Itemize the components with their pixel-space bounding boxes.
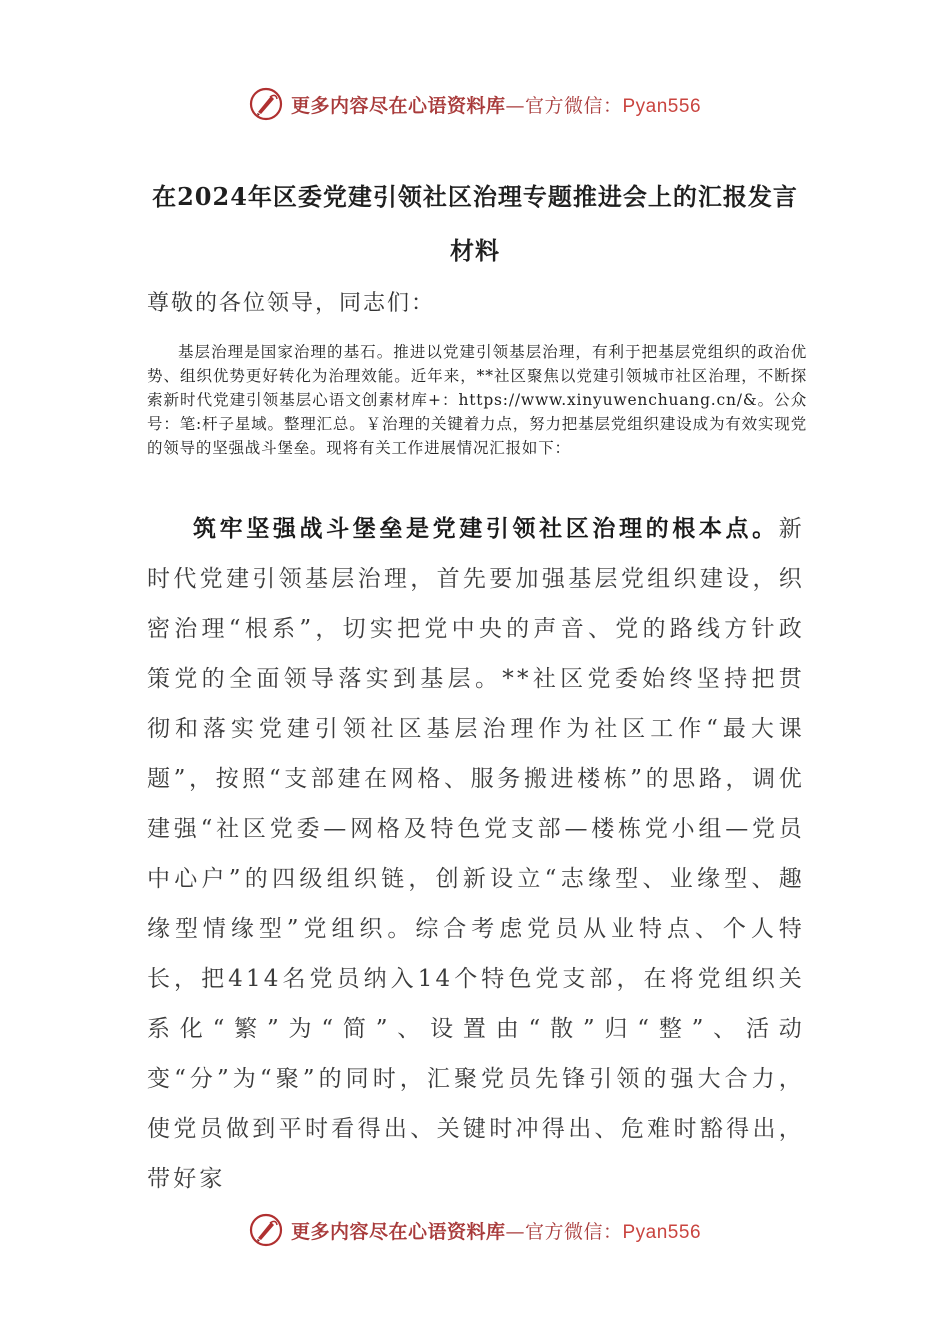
banner-wechat-handle: Pyan556 xyxy=(622,95,702,117)
banner-wechat-label: 官方微信： xyxy=(524,1220,623,1243)
banner-dash: — xyxy=(505,94,525,117)
banner-wechat-handle: Pyan556 xyxy=(622,1221,702,1243)
header-banner xyxy=(0,84,950,124)
banner-site-name: 更多内容尽在心语资料库 xyxy=(290,1220,506,1243)
header-banner-text xyxy=(291,91,701,118)
section-body: 新时代党建引领基层治理，首先要加强基层党组织建设，织密治理“根系”，切实把党中央的声音、党的路线方针政策党的全面领导落实到基层。**社区党委始终坚持把贯彻和落实党建引领社区基层治理作为社区工作“最大课题”，按照“支部建在网格、服务搬进楼栋”的思路，调优建强“社区党委—网格及特色党支部—楼栋党小组—党员中心户”的四级组织链，创新设立“志缘型、业缘型、趣缘型情缘型”党组织。综合考虑党员从业特点、个人特长，把414名党员纳入14个特色党支部，在将党组织关系化“繁”为“简”、设置由“散”归“整”、活动变“分”为“聚”的同时，汇聚党员先锋引领的强大合力，使党员做到平时看得出、关键时冲得出、危难时豁得出，带好家 xyxy=(147,516,805,1192)
document-title: 在2024年区委党建引领社区治理专题推进会上的汇报发言材料 xyxy=(152,182,798,265)
intro-paragraph: 基层治理是国家治理的基石。推进以党建引领基层治理，有利于把基层党组织的政治优势、组织优势更好转化为治理效能。近年来，**社区聚焦以党建引领城市社区治理，不断探索新时代党建引领基层心语文创素材库+：https://www.xinyuwenchuang.cn/&。公众号：笔:杆子星域。整理汇总。￥治理的关键着力点，努力把基层党组织建设成为有效实现党的领导的坚强战斗堡垒。现将有关工作进展情况汇报如下： xyxy=(147,343,807,457)
banner-dash: — xyxy=(505,1220,525,1243)
pen-brush-logo-icon xyxy=(249,1213,283,1247)
footer-banner-text xyxy=(291,1217,701,1244)
footer-banner xyxy=(0,1210,950,1250)
greeting: 尊敬的各位领导，同志们： xyxy=(147,291,436,316)
section-paragraph xyxy=(147,504,805,1204)
banner-site-name: 更多内容尽在心语资料库 xyxy=(290,94,506,117)
banner-wechat-label: 官方微信： xyxy=(524,94,623,117)
section-lead: 筑牢坚强战斗堡垒是党建引领社区治理的根本点。 xyxy=(193,515,779,542)
pen-brush-logo-icon xyxy=(249,87,283,121)
